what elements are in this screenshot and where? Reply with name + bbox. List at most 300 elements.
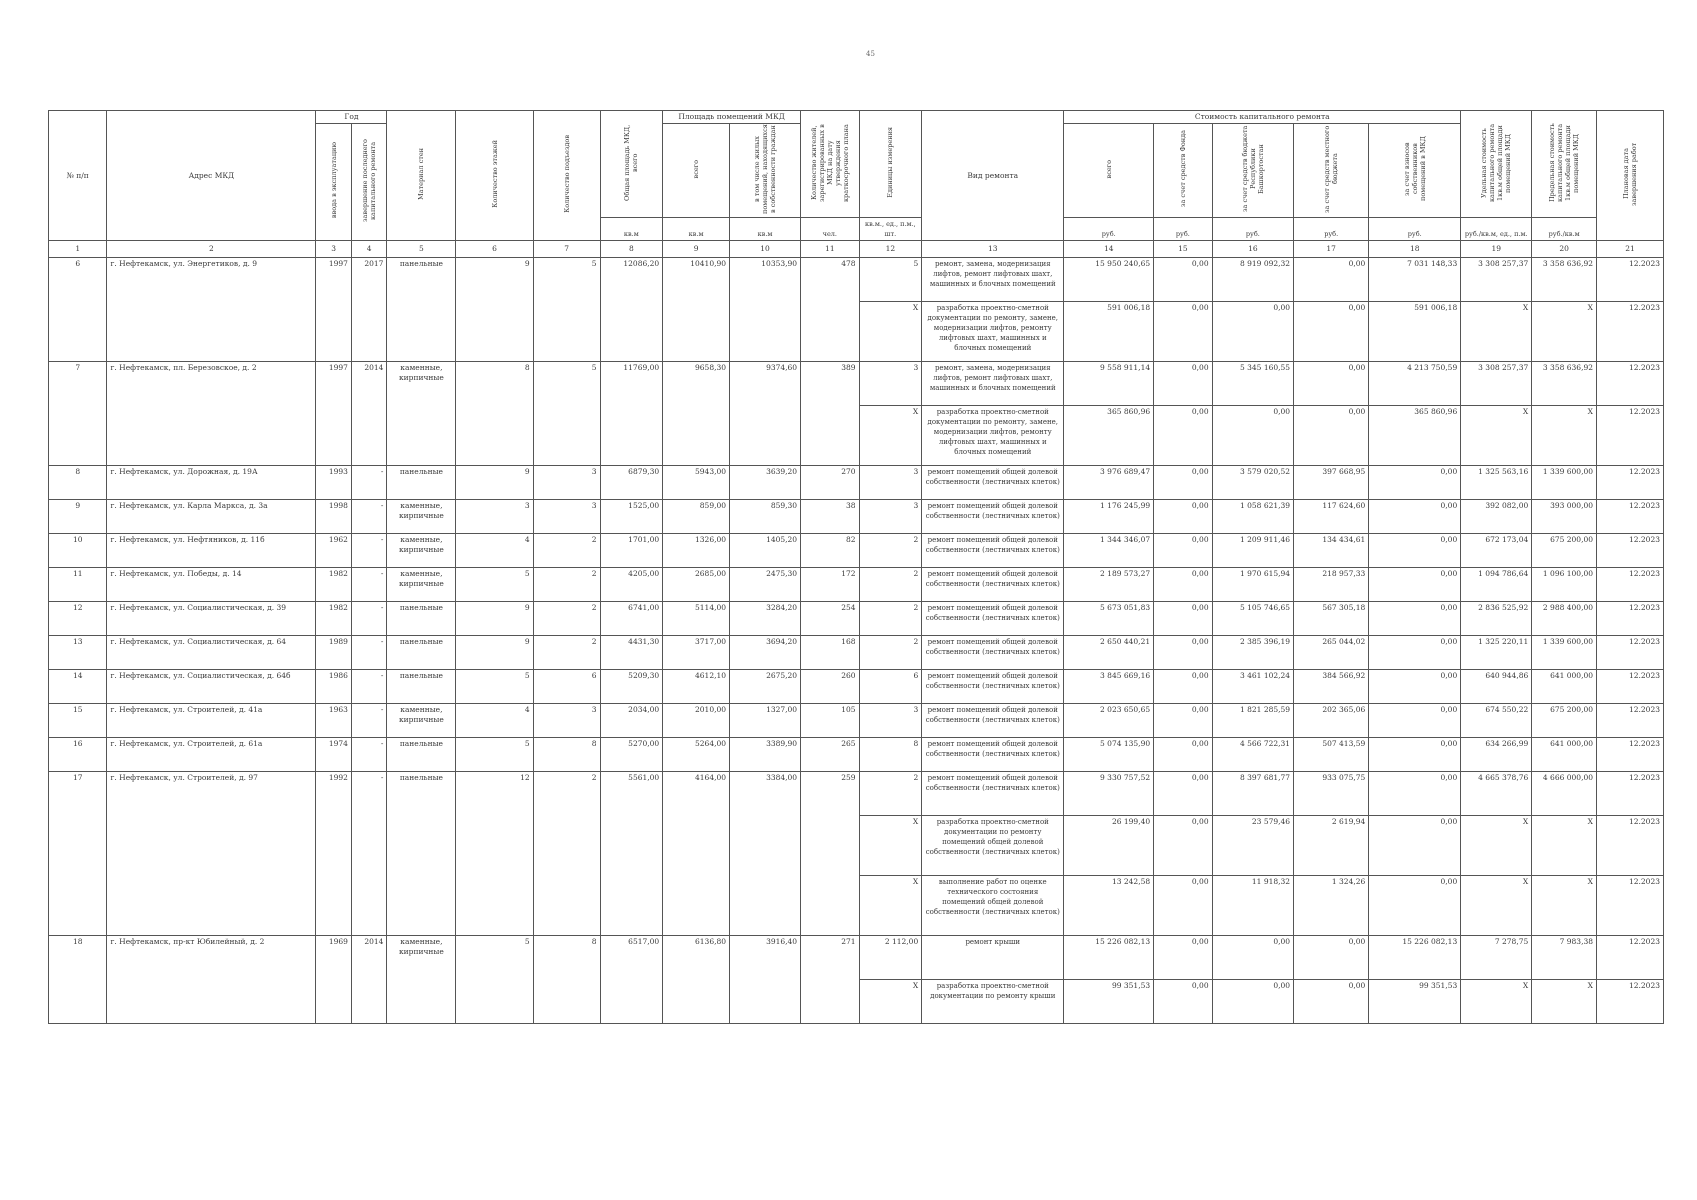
premises-area [663,302,730,362]
last-repair-year: 2014 [351,362,387,406]
capital-repair-table [48,110,1664,1024]
cost-fund: 0,00 [1154,738,1212,772]
max-unit-cost: 1 096 100,00 [1532,568,1597,602]
work-type: выполнение работ по оценке технического состояния помещений общей долевой собственности (лестничных клеток) [922,876,1064,936]
wall-material: панельные [387,602,456,636]
max-unit-cost: 7 983,38 [1532,936,1597,980]
unit-cell: кв.м [730,218,801,241]
cost-owners: 0,00 [1369,816,1461,876]
cost-owners: 0,00 [1369,602,1461,636]
floors-count: 5 [456,568,533,602]
cost-total: 591 006,18 [1064,302,1154,362]
cost-owners: 0,00 [1369,738,1461,772]
premises-area: 4612,10 [663,670,730,704]
max-unit-cost: 3 358 636,92 [1532,362,1597,406]
residential-area: 1327,00 [730,704,801,738]
commission-year: 1982 [316,568,352,602]
total-area: 6517,00 [600,936,663,980]
table-row [49,772,1664,816]
residents-count: 271 [801,936,859,980]
cost-local: 2 619,94 [1294,816,1369,876]
column-number-cell: 16 [1212,241,1293,258]
entrances-count: 6 [533,670,600,704]
floors-count: 5 [456,670,533,704]
floors-count: 9 [456,466,533,500]
premises-area: 10410,90 [663,258,730,302]
work-type: ремонт, замена, модернизация лифтов, ремонт лифтовых шахт, машинных и блочных помещений [922,258,1064,302]
table-row [49,636,1664,670]
column-number-cell: 20 [1532,241,1597,258]
planned-date: 12.2023 [1597,258,1664,302]
commission-year: 1986 [316,670,352,704]
commission-year: 1997 [316,362,352,406]
entrances-count: 2 [533,602,600,636]
entrances-count: 8 [533,936,600,980]
column-number-cell: 7 [533,241,600,258]
work-type: ремонт, замена, модернизация лифтов, ремонт лифтовых шахт, машинных и блочных помещений [922,362,1064,406]
column-number-cell: 5 [387,241,456,258]
cost-total: 1 176 245,99 [1064,500,1154,534]
header-floors: Количество этажей [456,111,533,241]
total-area: 1701,00 [600,534,663,568]
header-area-group: Площадь помещений МКД [663,111,801,124]
planned-date: 12.2023 [1597,636,1664,670]
residents-count: 259 [801,772,859,816]
cost-owners: 0,00 [1369,876,1461,936]
house-address: г. Нефтекамск, ул. Строителей, д. 97 [107,772,316,816]
wall-material: панельные [387,636,456,670]
residents-count: 265 [801,738,859,772]
planned-date: 12.2023 [1597,534,1664,568]
cost-total: 5 673 051,83 [1064,602,1154,636]
cost-local: 384 566,92 [1294,670,1369,704]
last-repair-year: - [351,772,387,816]
column-number-cell: 10 [730,241,801,258]
last-repair-year: - [351,636,387,670]
cost-local: 0,00 [1294,406,1369,466]
unit-cell: руб. [1369,218,1461,241]
max-unit-cost: 675 200,00 [1532,534,1597,568]
cost-owners: 0,00 [1369,704,1461,738]
cost-fund: 0,00 [1154,466,1212,500]
planned-date: 12.2023 [1597,936,1664,980]
premises-area: 3717,00 [663,636,730,670]
entrances-count [533,876,600,936]
cost-fund: 0,00 [1154,772,1212,816]
entrances-count: 5 [533,362,600,406]
header-total-area: Общая площадь МКД, всего [600,111,663,218]
floors-count [456,980,533,1024]
cost-total: 5 074 135,90 [1064,738,1154,772]
cost-owners: 0,00 [1369,636,1461,670]
entrances-count: 8 [533,738,600,772]
planned-date: 12.2023 [1597,568,1664,602]
max-unit-cost: 1 339 600,00 [1532,636,1597,670]
total-area [600,980,663,1024]
residential-area [730,876,801,936]
residents-count: 478 [801,258,859,302]
max-unit-cost: 393 000,00 [1532,500,1597,534]
floors-count: 9 [456,636,533,670]
table-row [49,362,1664,406]
residential-area: 2675,20 [730,670,801,704]
table-row [49,738,1664,772]
cost-owners: 99 351,53 [1369,980,1461,1024]
house-number: 8 [49,466,107,500]
table-row [49,936,1664,980]
work-units: 8 [859,738,922,772]
header-wall-material: Материал стен [387,111,456,241]
total-area: 5209,30 [600,670,663,704]
unit-cost: Х [1461,876,1532,936]
floors-count: 9 [456,258,533,302]
header-unit-cost: Удельная стоимость капитального ремонта 1кв.м общей площади помещений МКД [1461,111,1532,218]
cost-local: 0,00 [1294,362,1369,406]
work-type: ремонт помещений общей долевой собственности (лестничных клеток) [922,534,1064,568]
floors-count: 9 [456,602,533,636]
house-address [107,876,316,936]
cost-owners: 0,00 [1369,500,1461,534]
unit-cell: кв.м [663,218,730,241]
max-unit-cost: Х [1532,302,1597,362]
last-repair-year: - [351,670,387,704]
cost-local: 0,00 [1294,302,1369,362]
work-units: Х [859,816,922,876]
last-repair-year [351,816,387,876]
planned-date: 12.2023 [1597,772,1664,816]
unit-cell: руб. [1064,218,1154,241]
header-cost-owners: за счет взносов собственников помещений в МКД [1369,124,1461,218]
table-row [49,568,1664,602]
header-planned-date: Плановая дата завершения работ [1597,111,1664,241]
house-address: г. Нефтекамск, ул. Строителей, д. 61а [107,738,316,772]
wall-material: панельные [387,772,456,816]
column-number-cell: 13 [922,241,1064,258]
residents-count: 389 [801,362,859,406]
entrances-count: 5 [533,258,600,302]
total-area [600,816,663,876]
column-number-cell: 18 [1369,241,1461,258]
floors-count: 12 [456,772,533,816]
cost-total: 2 189 573,27 [1064,568,1154,602]
cost-fund: 0,00 [1154,362,1212,406]
cost-fund: 0,00 [1154,816,1212,876]
premises-area: 2010,00 [663,704,730,738]
total-area [600,406,663,466]
cost-total: 15 226 082,13 [1064,936,1154,980]
cost-fund: 0,00 [1154,534,1212,568]
header-units: Единицы измерения [859,111,922,218]
last-repair-year [351,302,387,362]
header-max-unit-cost: Предельная стоимость капитального ремонта 1кв.м общей площади помещений МКД [1532,111,1597,218]
unit-cost: 1 325 563,16 [1461,466,1532,500]
cost-local: 265 044,02 [1294,636,1369,670]
max-unit-cost: 4 666 000,00 [1532,772,1597,816]
entrances-count: 2 [533,636,600,670]
house-number: 11 [49,568,107,602]
cost-total: 15 950 240,65 [1064,258,1154,302]
work-type: разработка проектно-сметной документации по ремонту, замене, модернизации лифтов, ремонту лифтовых шахт, машинных и блочных помещений [922,302,1064,362]
house-number: 18 [49,936,107,980]
commission-year: 1982 [316,602,352,636]
unit-cell: кв.м [600,218,663,241]
house-address [107,406,316,466]
unit-cost: 640 944,86 [1461,670,1532,704]
column-number-cell: 3 [316,241,352,258]
entrances-count: 3 [533,704,600,738]
work-units: 3 [859,466,922,500]
house-number: 15 [49,704,107,738]
cost-local: 134 434,61 [1294,534,1369,568]
header-entrances: Количество подъездов [533,111,600,241]
floors-count [456,406,533,466]
premises-area [663,816,730,876]
table-row [49,816,1664,876]
total-area: 4431,30 [600,636,663,670]
cost-republic: 11 918,32 [1212,876,1293,936]
house-address [107,980,316,1024]
total-area: 12086,20 [600,258,663,302]
max-unit-cost: 641 000,00 [1532,670,1597,704]
last-repair-year [351,876,387,936]
house-address: г. Нефтекамск, ул. Победы, д. 14 [107,568,316,602]
residential-area: 3916,40 [730,936,801,980]
cost-total: 26 199,40 [1064,816,1154,876]
column-number-cell: 6 [456,241,533,258]
work-type: разработка проектно-сметной документации по ремонту крыши [922,980,1064,1024]
house-address: г. Нефтекамск, ул. Дорожная, д. 19А [107,466,316,500]
wall-material: каменные, кирпичные [387,362,456,406]
header-cost-republic: за счет средств бюджета Республики Башкортостан [1212,124,1293,218]
cost-owners: 7 031 148,33 [1369,258,1461,302]
table-row [49,980,1664,1024]
max-unit-cost: 641 000,00 [1532,738,1597,772]
last-repair-year: - [351,568,387,602]
house-number: 10 [49,534,107,568]
max-unit-cost: Х [1532,980,1597,1024]
floors-count: 5 [456,738,533,772]
total-area: 1525,00 [600,500,663,534]
residents-count: 82 [801,534,859,568]
residents-count [801,876,859,936]
last-repair-year: - [351,466,387,500]
cost-fund: 0,00 [1154,258,1212,302]
work-type: ремонт крыши [922,936,1064,980]
wall-material: каменные, кирпичные [387,534,456,568]
wall-material: панельные [387,258,456,302]
planned-date: 12.2023 [1597,980,1664,1024]
cost-republic: 1 821 285,59 [1212,704,1293,738]
work-type: ремонт помещений общей долевой собственности (лестничных клеток) [922,670,1064,704]
cost-republic: 23 579,46 [1212,816,1293,876]
premises-area [663,980,730,1024]
cost-republic: 5 345 160,55 [1212,362,1293,406]
column-number-cell: 14 [1064,241,1154,258]
house-number: 14 [49,670,107,704]
last-repair-year: - [351,500,387,534]
residents-count [801,980,859,1024]
header-cost-local: за счет средств местного бюджета [1294,124,1369,218]
premises-area: 4164,00 [663,772,730,816]
last-repair-year: 2017 [351,258,387,302]
cost-owners: 0,00 [1369,466,1461,500]
header-area-residential: в том числе жилых помещений, находящихся в собственности граждан [730,124,801,218]
entrances-count: 2 [533,568,600,602]
unit-cost: 672 173,04 [1461,534,1532,568]
entrances-count [533,406,600,466]
entrances-count [533,816,600,876]
planned-date: 12.2023 [1597,704,1664,738]
unit-cost: Х [1461,302,1532,362]
residents-count [801,302,859,362]
house-number [49,406,107,466]
house-number [49,876,107,936]
house-address [107,816,316,876]
premises-area [663,876,730,936]
commission-year [316,406,352,466]
unit-cell: руб. [1154,218,1212,241]
table-row [49,704,1664,738]
cost-local: 218 957,33 [1294,568,1369,602]
last-repair-year [351,980,387,1024]
cost-total: 2 023 650,65 [1064,704,1154,738]
cost-fund: 0,00 [1154,876,1212,936]
planned-date: 12.2023 [1597,406,1664,466]
residents-count [801,406,859,466]
residents-count: 254 [801,602,859,636]
commission-year: 1969 [316,936,352,980]
work-units: 2 [859,568,922,602]
residential-area: 9374,60 [730,362,801,406]
total-area: 6741,00 [600,602,663,636]
work-type: разработка проектно-сметной документации по ремонту помещений общей долевой собственности (лестничных клеток) [922,816,1064,876]
floors-count [456,816,533,876]
residents-count: 260 [801,670,859,704]
cost-local: 0,00 [1294,980,1369,1024]
header-cost-total: всего [1064,124,1154,218]
table-row [49,670,1664,704]
commission-year [316,816,352,876]
column-number-cell: 1 [49,241,107,258]
column-number-cell: 19 [1461,241,1532,258]
residential-area: 859,30 [730,500,801,534]
total-area: 4205,00 [600,568,663,602]
commission-year: 1974 [316,738,352,772]
residential-area: 3384,00 [730,772,801,816]
cost-republic: 1 058 621,39 [1212,500,1293,534]
residential-area [730,816,801,876]
header-cost-fund: за счет средств Фонда [1154,124,1212,218]
last-repair-year [351,406,387,466]
wall-material [387,406,456,466]
cost-local: 567 305,18 [1294,602,1369,636]
cost-local: 202 365,06 [1294,704,1369,738]
table-row [49,302,1664,362]
page-number: 45 [866,50,875,58]
work-type: разработка проектно-сметной документации по ремонту, замене, модернизации лифтов, ремонту лифтовых шахт, машинных и блочных помещений [922,406,1064,466]
work-type: ремонт помещений общей долевой собственности (лестничных клеток) [922,636,1064,670]
cost-fund: 0,00 [1154,302,1212,362]
header-num: № п/п [49,111,107,241]
residents-count: 38 [801,500,859,534]
work-type: ремонт помещений общей долевой собственности (лестничных клеток) [922,602,1064,636]
max-unit-cost: Х [1532,876,1597,936]
unit-cost: 392 082,00 [1461,500,1532,534]
table-row [49,534,1664,568]
work-units: 2 [859,636,922,670]
residential-area: 1405,20 [730,534,801,568]
table-row [49,602,1664,636]
cost-republic: 1 970 615,94 [1212,568,1293,602]
cost-total: 1 344 346,07 [1064,534,1154,568]
cost-owners: 365 860,96 [1369,406,1461,466]
column-number-cell: 21 [1597,241,1664,258]
residential-area: 3284,20 [730,602,801,636]
house-address: г. Нефтекамск, ул. Строителей, д. 41а [107,704,316,738]
work-units: Х [859,302,922,362]
commission-year: 1998 [316,500,352,534]
house-number: 9 [49,500,107,534]
residents-count: 172 [801,568,859,602]
residents-count: 168 [801,636,859,670]
max-unit-cost: Х [1532,816,1597,876]
premises-area: 2685,00 [663,568,730,602]
header-address: Адрес МКД [107,111,316,241]
residential-area [730,406,801,466]
unit-cell: кв.м., ед., п.м., шт. [859,218,922,241]
wall-material: каменные, кирпичные [387,500,456,534]
house-address: г. Нефтекамск, ул. Нефтяников, д. 11б [107,534,316,568]
premises-area: 859,00 [663,500,730,534]
residents-count: 270 [801,466,859,500]
wall-material [387,980,456,1024]
floors-count: 8 [456,362,533,406]
cost-owners: 0,00 [1369,670,1461,704]
work-units: Х [859,876,922,936]
max-unit-cost: 675 200,00 [1532,704,1597,738]
cost-fund: 0,00 [1154,704,1212,738]
residential-area: 3694,20 [730,636,801,670]
cost-total: 3 976 689,47 [1064,466,1154,500]
house-address: г. Нефтекамск, ул. Социалистическая, д. 64б [107,670,316,704]
last-repair-year: - [351,602,387,636]
cost-republic: 3 461 102,24 [1212,670,1293,704]
unit-cost: Х [1461,406,1532,466]
work-type: ремонт помещений общей долевой собственности (лестничных клеток) [922,466,1064,500]
header-year-group: Год [316,111,387,124]
cost-local: 0,00 [1294,258,1369,302]
cost-total: 13 242,58 [1064,876,1154,936]
premises-area [663,406,730,466]
wall-material [387,876,456,936]
unit-cell: руб./кв.м, ед., п.м. [1461,218,1532,241]
last-repair-year: - [351,534,387,568]
unit-cost: 7 278,75 [1461,936,1532,980]
house-number [49,302,107,362]
residential-area: 3639,20 [730,466,801,500]
column-number-cell: 8 [600,241,663,258]
house-number: 7 [49,362,107,406]
entrances-count: 2 [533,772,600,816]
unit-cost: Х [1461,816,1532,876]
table-row [49,500,1664,534]
max-unit-cost: 1 339 600,00 [1532,466,1597,500]
work-type: ремонт помещений общей долевой собственности (лестничных клеток) [922,772,1064,816]
cost-local: 117 624,60 [1294,500,1369,534]
cost-local: 1 324,26 [1294,876,1369,936]
total-area [600,876,663,936]
column-number-cell: 17 [1294,241,1369,258]
